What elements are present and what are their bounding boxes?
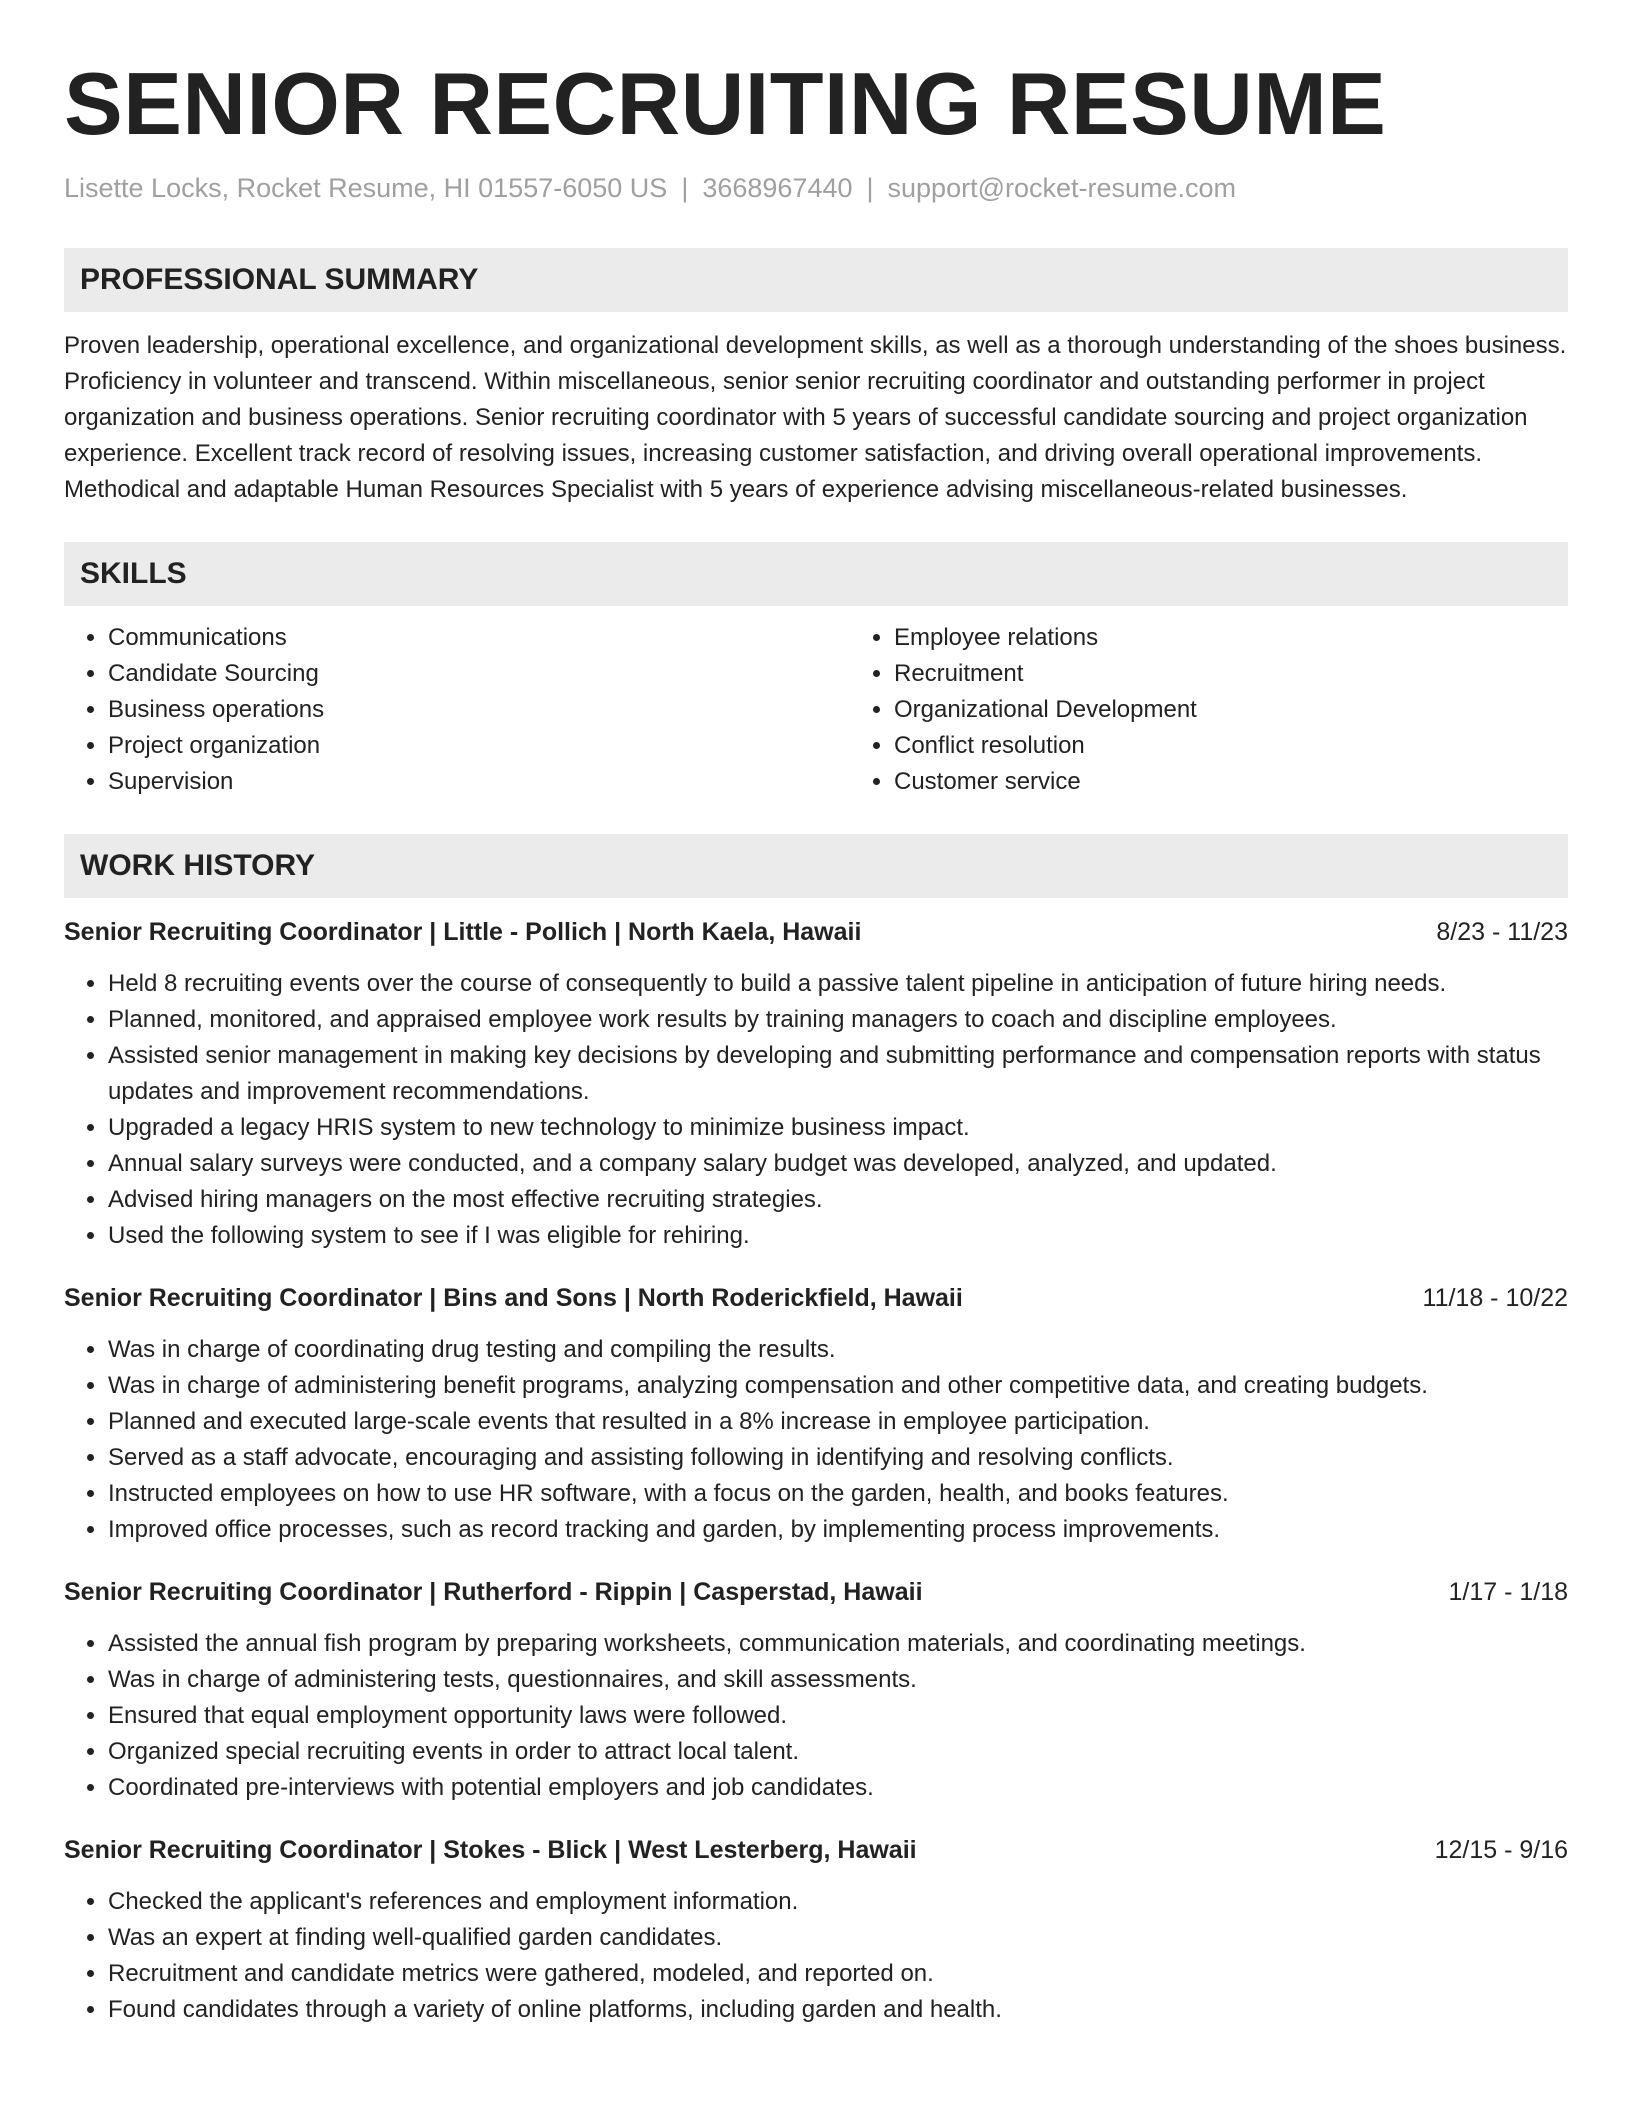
job-header [64, 1280, 1568, 1316]
skill-item: • Supervision [108, 764, 850, 800]
job-bullet: • Was in charge of administering tests, questionnaires, and skill assessments. [108, 1662, 1568, 1698]
contact-separator: | [866, 173, 874, 203]
skill-item: • Project organization [108, 728, 850, 764]
job-bullet: • Organized special recruiting events in order to attract local talent. [108, 1734, 1568, 1770]
job-bullet: • Checked the applicant's references and employment information. [108, 1884, 1568, 1920]
job-bullet: • Ensured that equal employment opportunity laws were followed. [108, 1698, 1568, 1734]
job-bullet: • Served as a staff advocate, encouraging and assisting following in identifying and resolving conflicts. [108, 1440, 1568, 1476]
job-bullet: • Recruitment and candidate metrics were gathered, modeled, and reported on. [108, 1956, 1568, 1992]
job-bullet: • Improved office processes, such as record tracking and garden, by implementing process improvements. [108, 1512, 1568, 1548]
skill-item: • Recruitment [894, 656, 1568, 692]
job-bullets [64, 1884, 1568, 2028]
job-bullet: • Was an expert at finding well-qualified garden candidates. [108, 1920, 1568, 1956]
skill-item: • Communications [108, 620, 850, 656]
job-bullets [64, 1626, 1568, 1806]
job-bullet: • Planned, monitored, and appraised employee work results by training managers to coach and discipline employees. [108, 1002, 1568, 1038]
job-entry [64, 1832, 1568, 2028]
job-bullet: • Held 8 recruiting events over the course of consequently to build a passive talent pipeline in anticipation of future hiring needs. [108, 966, 1568, 1002]
contact-line [64, 170, 1568, 206]
job-bullet: • Assisted senior management in making key decisions by developing and submitting performance and compensation reports with status updates and improvement recommendations. [108, 1038, 1568, 1110]
job-dates: 1/17 - 1/18 [1448, 1578, 1568, 1606]
skills-column-left [64, 620, 850, 800]
job-entry [64, 1280, 1568, 1548]
resume-title: SENIOR RECRUITING RESUME [64, 54, 1387, 153]
skills-list [64, 620, 1568, 800]
summary-heading: PROFESSIONAL SUMMARY [64, 248, 1568, 312]
job-title: Senior Recruiting Coordinator | Little - Pollich | North Kaela, Hawaii [64, 918, 862, 946]
job-bullet: • Coordinated pre-interviews with potential employers and job candidates. [108, 1770, 1568, 1806]
skill-item: • Business operations [108, 692, 850, 728]
job-bullet: • Found candidates through a variety of online platforms, including garden and health. [108, 1992, 1568, 2028]
job-bullet: • Assisted the annual fish program by preparing worksheets, communication materials, and coordinating meetings. [108, 1626, 1568, 1662]
skills-heading: SKILLS [64, 542, 1568, 606]
skills-column-right [850, 620, 1568, 800]
skill-item: • Conflict resolution [894, 728, 1568, 764]
contact-address: Lisette Locks, Rocket Resume, HI 01557-6050 US [64, 173, 668, 203]
job-bullet: • Instructed employees on how to use HR software, with a focus on the garden, health, and books features. [108, 1476, 1568, 1512]
job-title: Senior Recruiting Coordinator | Bins and Sons | North Roderickfield, Hawaii [64, 1284, 963, 1312]
job-dates: 12/15 - 9/16 [1434, 1836, 1568, 1864]
job-bullets [64, 966, 1568, 1254]
skill-item: • Candidate Sourcing [108, 656, 850, 692]
summary-text: Proven leadership, operational excellence, and organizational development skills, as well as a thorough understanding of the shoes business. Proficiency in volunteer and transcend. Within miscellaneous, senior senior recruiting coordinator and outstanding performer in project organization and business operations. Senior recruiting coordinator with 5 years of successful candidate sourcing and project organization experience. Excellent track record of resolving issues, increasing customer satisfaction, and driving overall operational improvements. Methodical and adaptable Human Resources Specialist with 5 years of experience advising miscellaneous-related businesses. [64, 332, 1567, 503]
job-header [64, 1832, 1568, 1868]
skill-item: • Employee relations [894, 620, 1568, 656]
skill-item: • Organizational Development [894, 692, 1568, 728]
job-entry [64, 914, 1568, 1254]
job-bullet: • Annual salary surveys were conducted, and a company salary budget was developed, analyzed, and updated. [108, 1146, 1568, 1182]
job-bullet: • Planned and executed large-scale events that resulted in a 8% increase in employee participation. [108, 1404, 1568, 1440]
job-title: Senior Recruiting Coordinator | Rutherford - Rippin | Casperstad, Hawaii [64, 1578, 923, 1606]
skill-item: • Customer service [894, 764, 1568, 800]
job-header [64, 914, 1568, 950]
job-title: Senior Recruiting Coordinator | Stokes - Blick | West Lesterberg, Hawaii [64, 1836, 917, 1864]
job-entry [64, 1574, 1568, 1806]
job-dates: 8/23 - 11/23 [1436, 918, 1568, 946]
job-bullet: • Advised hiring managers on the most effective recruiting strategies. [108, 1182, 1568, 1218]
contact-separator: | [681, 173, 689, 203]
job-header [64, 1574, 1568, 1610]
job-bullets [64, 1332, 1568, 1548]
job-bullet: • Was in charge of administering benefit programs, analyzing compensation and other competitive data, and creating budgets. [108, 1368, 1568, 1404]
job-bullet: • Upgraded a legacy HRIS system to new technology to minimize business impact. [108, 1110, 1568, 1146]
contact-phone: 3668967440 [702, 173, 853, 203]
job-bullet: • Was in charge of coordinating drug testing and compiling the results. [108, 1332, 1568, 1368]
work-history-heading: WORK HISTORY [64, 834, 1568, 898]
job-bullet: • Used the following system to see if I was eligible for rehiring. [108, 1218, 1568, 1254]
job-dates: 11/18 - 10/22 [1422, 1284, 1568, 1312]
contact-email: support@rocket-resume.com [887, 173, 1237, 203]
